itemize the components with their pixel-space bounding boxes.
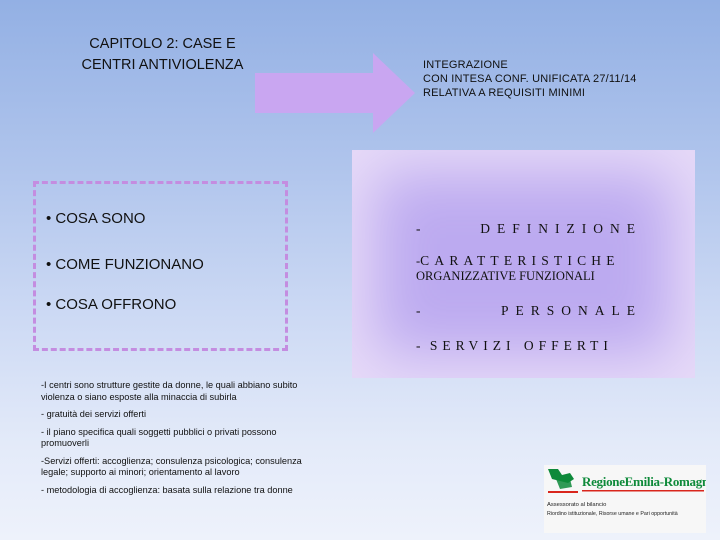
content-label-line-2: ORGANIZZATIVE FUNZIONALI — [416, 269, 595, 283]
slide-title: CAPITOLO 2: CASE E CENTRI ANTIVIOLENZA — [81, 36, 244, 73]
content-label: DEFINIZIONE — [480, 221, 642, 236]
topic-item: • COSA OFFRONO — [46, 296, 177, 313]
right-arrow-shape — [255, 53, 415, 133]
dash-marker: - — [416, 254, 421, 268]
topic-label: COSA SONO — [55, 210, 146, 227]
content-label: CARATTERISTICHE — [420, 253, 620, 268]
regione-logo-mark — [544, 465, 706, 533]
logo-subtitle-1: Assessorato al bilancio — [547, 502, 607, 508]
dash-marker: - — [416, 338, 421, 353]
integration-line-3: RELATIVA A REQUISITI MINIMI — [423, 87, 586, 99]
integration-line-1: INTEGRAZIONE — [423, 59, 508, 71]
topic-label: COSA OFFRONO — [55, 296, 177, 313]
logo-subtitle-2: Riordino istituzionale, Risorse umane e Pari opportunità — [547, 511, 678, 517]
regione-logo — [544, 465, 706, 533]
note-paragraph: - metodologia di accoglienza: basata sulla relazione tra donne — [41, 484, 293, 495]
notes-text — [41, 380, 319, 502]
content-item-definizione — [416, 221, 642, 237]
dash-marker: - — [416, 303, 421, 318]
content-item-servizi — [416, 338, 642, 354]
topic-item: • COME FUNZIONANO — [46, 256, 204, 273]
topic-label: COME FUNZIONANO — [55, 256, 204, 273]
note-paragraph: -Servizi offerti: accoglienza; consulenza psicologica; consulenza legale; supporto ai minori; orientamento al lavoro — [41, 455, 302, 477]
content-label: PERSONALE — [500, 303, 642, 318]
dash-marker: - — [416, 221, 421, 236]
content-label: SERVIZI OFFERTI — [429, 338, 613, 353]
note-paragraph: - il piano specifica quali soggetti pubblici o privati possono promuoverli — [41, 426, 277, 448]
integration-note — [423, 58, 703, 100]
note-paragraph: - gratuità dei servizi offerti — [41, 409, 147, 419]
contents-panel — [352, 150, 695, 378]
integration-line-2: CON INTESA CONF. UNIFICATA 27/11/14 — [423, 73, 637, 85]
topics-panel — [33, 181, 288, 351]
note-paragraph: -I centri sono strutture gestite da donne, le quali abbiano subito violenza o siano esposte alla minaccia di subirla — [41, 380, 298, 402]
topic-item: • COSA SONO — [46, 210, 146, 227]
content-item-caratteristiche — [416, 253, 642, 284]
content-item-personale — [416, 303, 642, 319]
logo-name: RegioneEmilia-Romagna — [582, 474, 706, 489]
